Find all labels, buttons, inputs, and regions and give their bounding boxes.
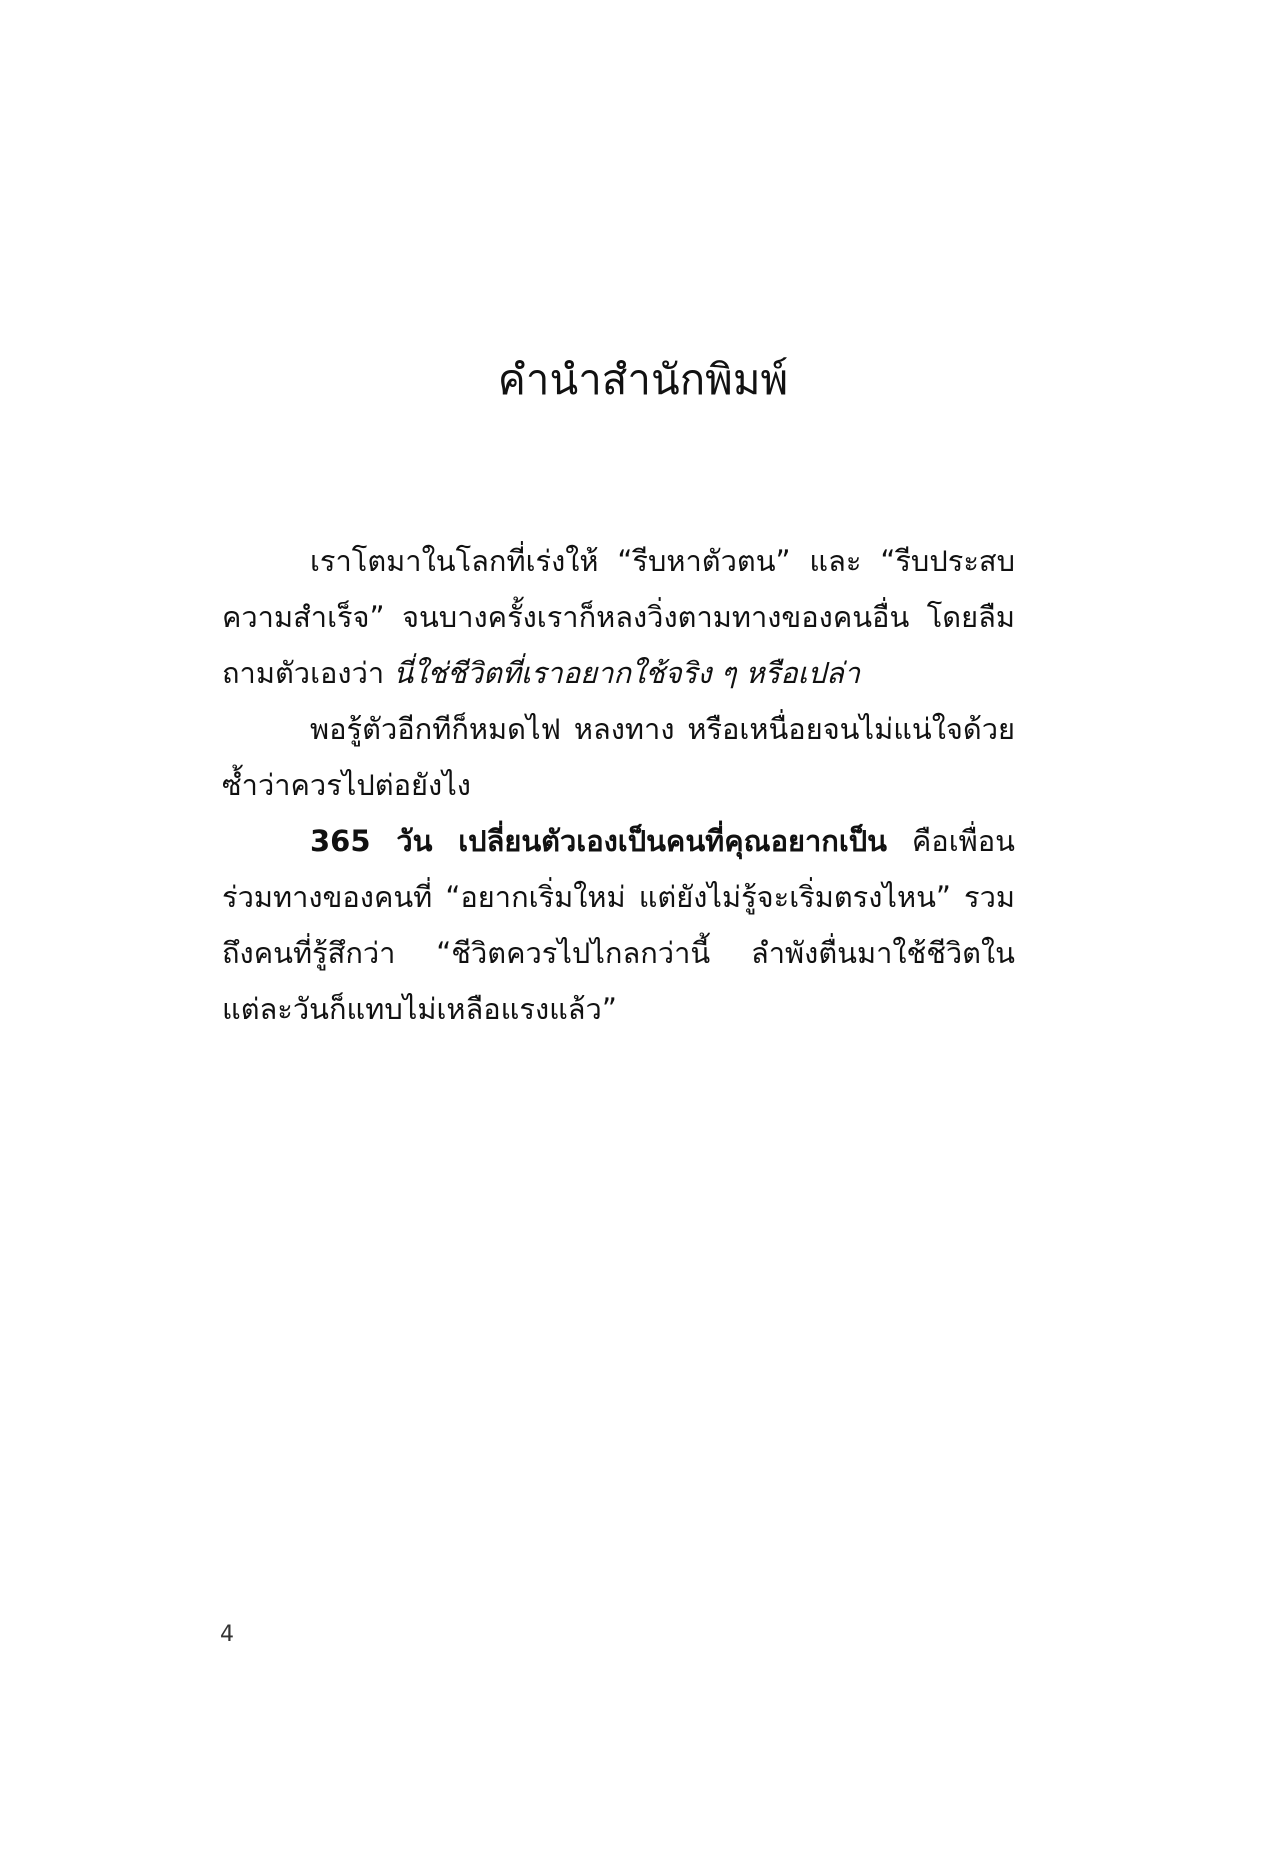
- paragraph-2: [222, 701, 1015, 813]
- paragraph-2-text: พอรู้ตัวอีกทีก็หมดไฟ หลงทาง หรือเหนื่อยจนไม่แน่ใจด้วยซ้ำว่าควรไปต่อยังไง: [222, 712, 1015, 802]
- paragraph-3-text: คือเพื่อนร่วมทางของคนที่ “อยากเริ่มใหม่ แต่ยังไม่รู้จะเริ่มตรงไหน” รวมถึงคนที่รู้สึกว่า “ชีวิตควรไปไกลกว่านี้ ลำพังตื่นมาใช้ชีวิตในแต่ละวันก็แทบไม่เหลือแรงแล้ว”: [222, 824, 1015, 1026]
- paragraph-1-text: เราโตมาในโลกที่เร่งให้ “รีบหาตัวตน” และ “รีบประสบความสำเร็จ” จนบางครั้งเราก็หลงวิ่งตามทางของคนอื่น โดยลืมถามตัวเองว่า: [222, 544, 1015, 690]
- preface-body: [222, 533, 1015, 1037]
- page-title: คำนำสำนักพิมพ์: [497, 355, 789, 404]
- paragraph-1-italic-question: นี่ใช่ชีวิตที่เราอยากใช้จริง ๆ หรือเปล่า: [393, 656, 861, 690]
- page-number: 4: [220, 1622, 234, 1647]
- paragraph-1: [222, 533, 1015, 701]
- book-title-bold: 365 วัน เปลี่ยนตัวเองเป็นคนที่คุณอยากเป็น: [310, 824, 887, 858]
- paragraph-3: [222, 813, 1015, 1037]
